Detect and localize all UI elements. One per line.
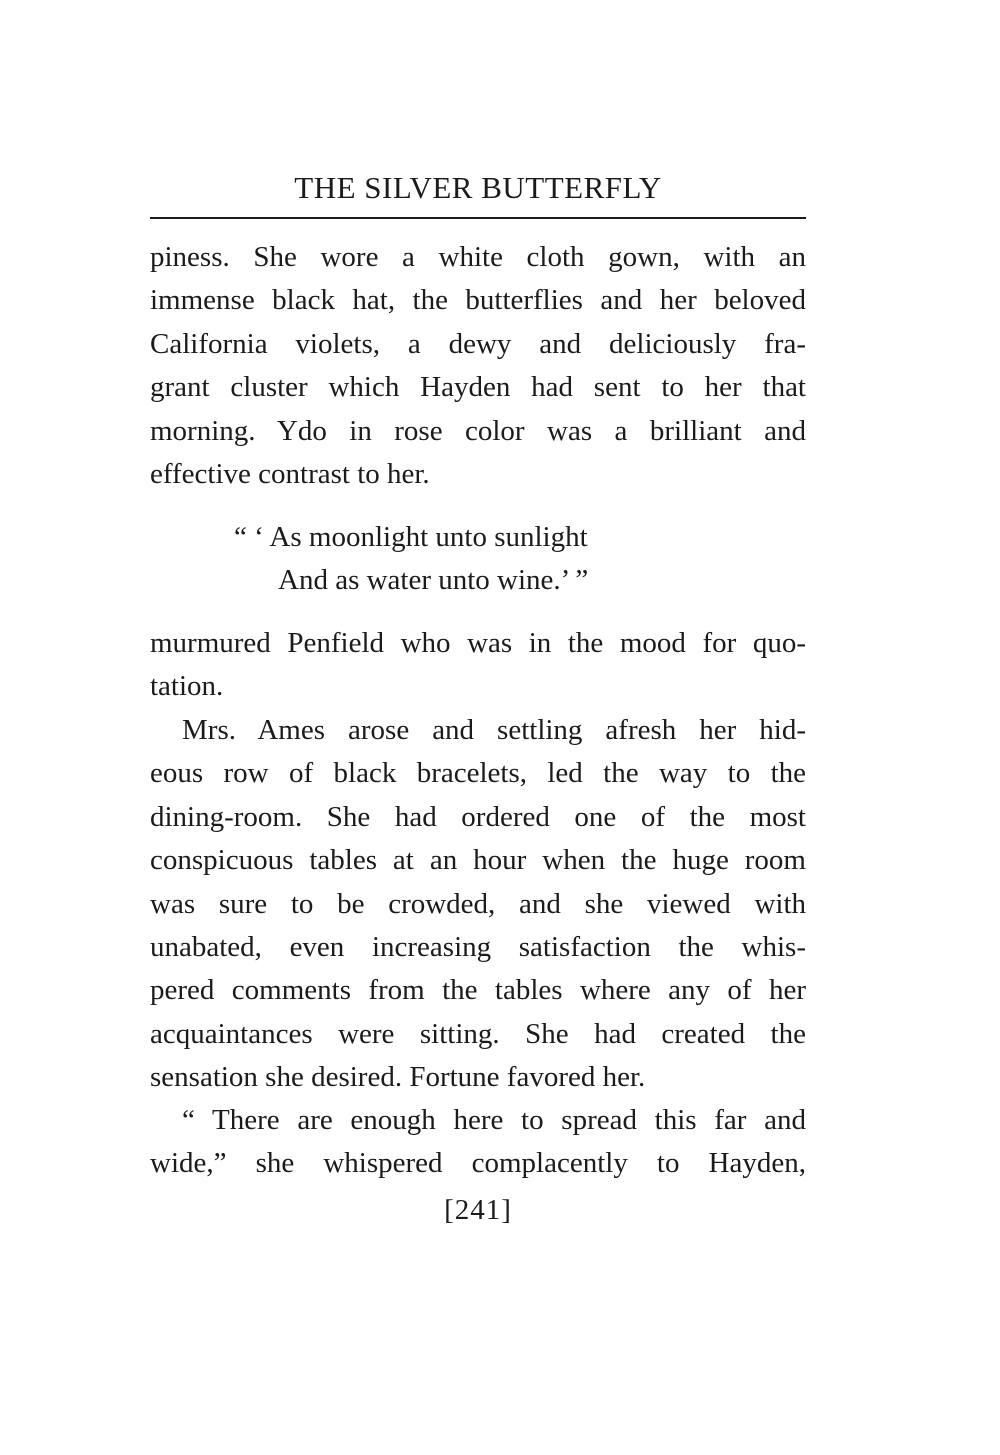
- text-line: “ There are enough here to spread this far and: [182, 1104, 806, 1136]
- text-line: California violets, a dewy and deliciously fra-: [150, 327, 806, 360]
- text-line: eous row of black bracelets, led the way to the: [150, 757, 806, 790]
- verse-line: And as water unto wine.’ ”: [278, 564, 589, 597]
- text-line: immense black hat, the butterflies and her beloved: [150, 284, 806, 317]
- text-line: dining-room. She had ordered one of the most: [150, 800, 806, 833]
- page-number: [241]: [444, 1194, 512, 1226]
- text-line: piness. She wore a white cloth gown, with an: [150, 241, 806, 273]
- text-line: was sure to be crowded, and she viewed with: [150, 887, 806, 920]
- paragraph-1: [150, 236, 806, 496]
- text-line: Mrs. Ames arose and settling afresh her hid-: [182, 714, 806, 746]
- text-line: morning. Ydo in rose color was a brilliant and: [150, 414, 806, 447]
- text-line: grant cluster which Hayden had sent to her that: [150, 371, 806, 404]
- verse-quotation: [150, 516, 806, 603]
- text-line: sensation she desired. Fortune favored her.: [150, 1061, 646, 1094]
- paragraph-4: [150, 1099, 806, 1186]
- head-rule: [150, 217, 806, 219]
- text-line: conspicuous tables at an hour when the huge room: [150, 844, 806, 877]
- text-line: unabated, even increasing satisfaction the whis-: [150, 931, 806, 964]
- text-line: pered comments from the tables where any of her: [150, 974, 806, 1007]
- running-head: THE SILVER BUTTERFLY: [294, 170, 662, 205]
- paragraph-3: [150, 709, 806, 1100]
- text-line: murmured Penfield who was in the mood for quo-: [150, 627, 806, 659]
- text-line: tation.: [150, 670, 224, 703]
- verse-line: “ ‘ As moonlight unto sunlight: [234, 521, 588, 553]
- text-line: effective contrast to her.: [150, 458, 430, 491]
- text-line: acquaintances were sitting. She had created the: [150, 1017, 806, 1050]
- paragraph-2: [150, 622, 806, 709]
- text-line: wide,” she whispered complacently to Hayden,: [150, 1147, 806, 1180]
